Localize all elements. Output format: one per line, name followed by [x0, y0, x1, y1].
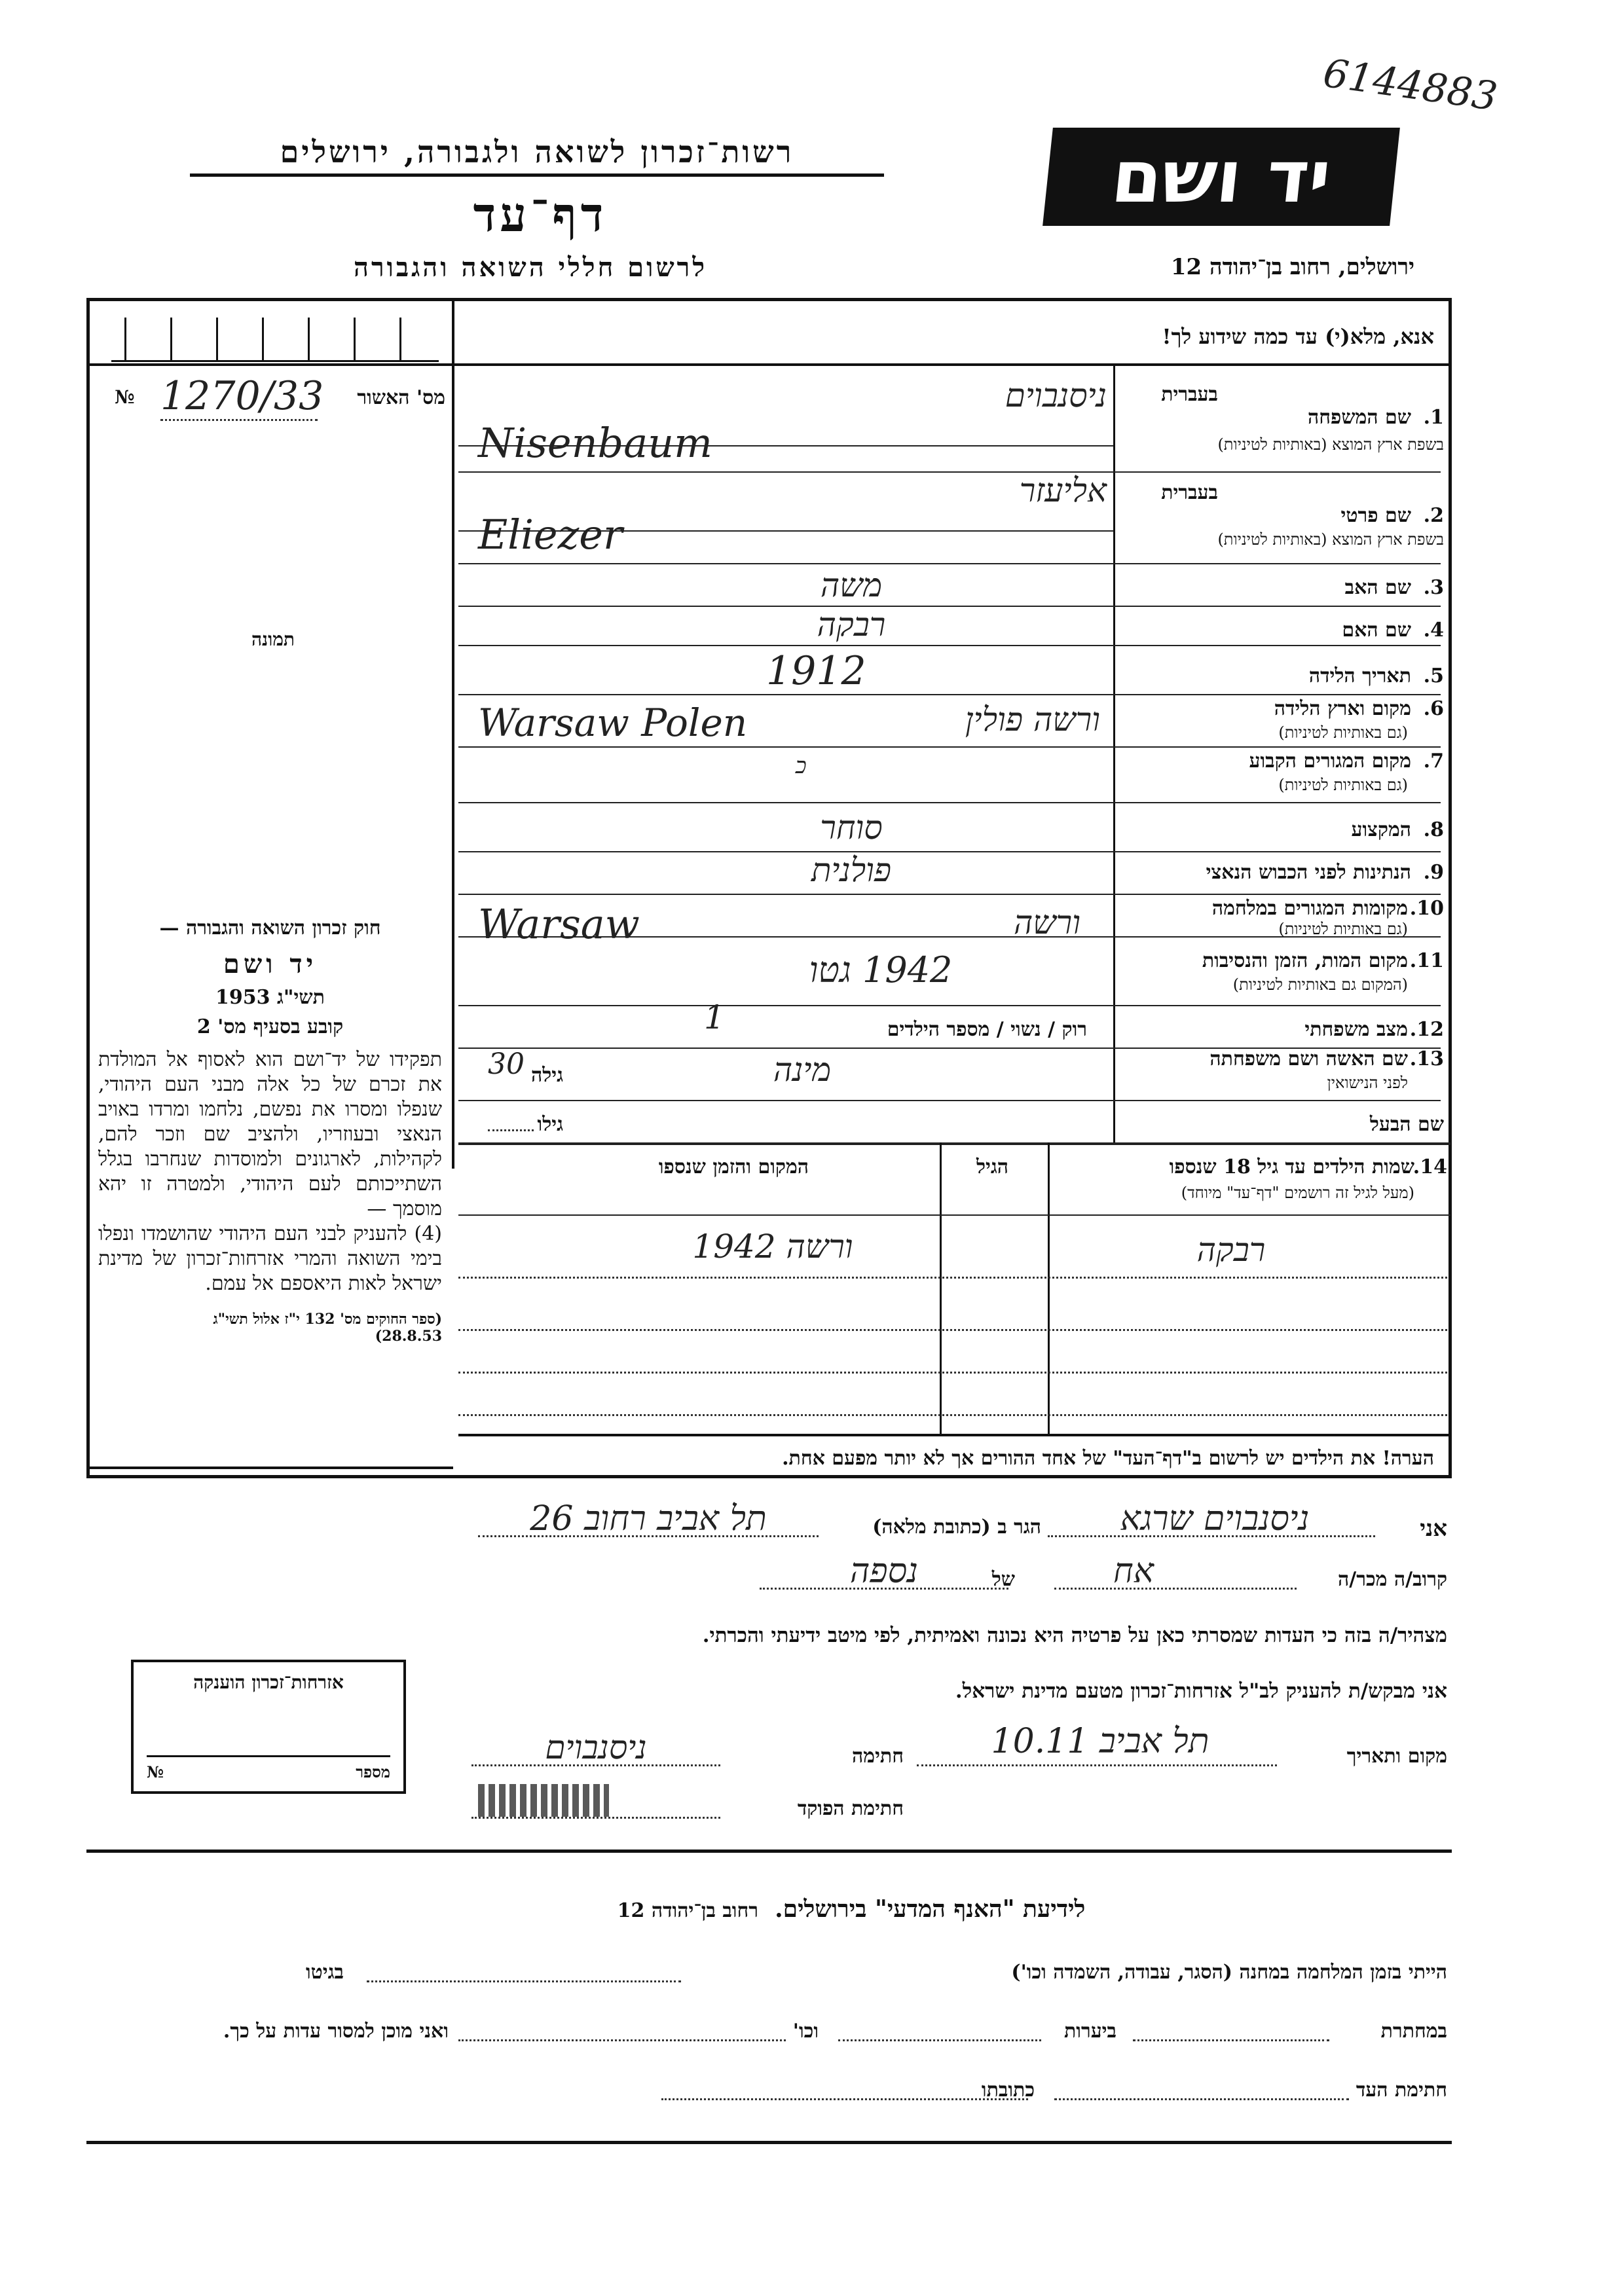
field-10-num: 10.: [1409, 897, 1444, 920]
children-col-divider-2: [1048, 1142, 1050, 1434]
field-6-sub: (גם באותיות לטיניות): [1278, 723, 1408, 742]
children-sub: (מעל לגיל זה רושמים "דף־עד" מיוחד): [1181, 1184, 1414, 1202]
field-1-num: 1.: [1423, 406, 1444, 429]
decl-place-date-line: [917, 1764, 1277, 1766]
children-dots-3: [458, 1372, 1447, 1374]
photo-label: תמונה: [251, 629, 295, 650]
bottom-line3-dots-b: [661, 2098, 1028, 2100]
field-11-num: 11.: [1409, 949, 1444, 972]
field-6-num: 6.: [1423, 697, 1444, 720]
decl-place-date-label: מקום ותאריך: [1346, 1745, 1447, 1768]
decl-of-value: נספה: [849, 1552, 919, 1591]
approval-number-handwritten: 1270/33: [160, 373, 318, 421]
sidebar-divider: [452, 298, 454, 1169]
field-11-label: מקום המות, הזמן והנסיבות: [1202, 949, 1408, 972]
bottom-line2-d: ואני מוכן למסור עדות על כך.: [223, 2020, 449, 2043]
child-1-place: ורשה 1942: [692, 1228, 853, 1266]
bottom-line1-dots: [367, 1980, 681, 1982]
citizenship-no: №: [147, 1762, 164, 1781]
intro-text: אנא, מלא(י) עד כמה שידוע לך!: [1162, 324, 1434, 349]
decl-signature-label: חתימה: [852, 1745, 904, 1768]
field-12-num: 12.: [1409, 1018, 1444, 1041]
field-5-value: 1912: [766, 648, 866, 694]
decl-relative-label: קרוב/ה מכר/ה: [1338, 1568, 1447, 1591]
row-sep-13: [458, 1100, 1441, 1101]
field-1-value-he: ניסנבוים: [1005, 376, 1107, 414]
field-10-label: מקומות המגורים במלחמה: [1211, 897, 1408, 920]
field-4-label: שם האם: [1342, 619, 1411, 642]
children-bottom: [458, 1434, 1450, 1436]
row-sep-8: [458, 851, 1441, 852]
bottom-line3-b: כתובתו: [981, 2079, 1035, 2102]
bottom-line2-dots-c: [458, 2039, 786, 2041]
field-8-value: סוחר: [820, 809, 883, 847]
row-sep-6: [458, 746, 1441, 748]
approval-no-symbol: №: [115, 386, 135, 408]
field-1-label: שם המשפחה: [1307, 406, 1411, 429]
law-year-he: תשי"ג: [277, 986, 325, 1009]
field-2-label: שם פרטי: [1340, 504, 1411, 527]
field-10-value-he: ורשה: [1013, 903, 1080, 941]
field-4-value: רבקה: [817, 606, 886, 644]
decl-living-value: תל אביב רחוב 26: [530, 1499, 767, 1539]
field-7-value: כ: [796, 753, 807, 779]
bottom-line3-dots-a: [1054, 2098, 1349, 2100]
citizenship-number-label: מספר: [356, 1762, 390, 1781]
row-sep-11: [458, 1005, 1441, 1006]
row-sep-5: [458, 694, 1441, 695]
husband-age-label: גילו: [537, 1113, 563, 1136]
law-org: יד ושם: [223, 949, 318, 979]
decl-of-label: של: [991, 1568, 1015, 1591]
bottom-line1-start: הייתי בזמן המלחמה במחנה (הסגר, עבודה, השמדה וכו'): [1011, 1961, 1447, 1984]
children-dots-4: [458, 1414, 1447, 1416]
field-8-num: 8.: [1423, 818, 1444, 841]
children-dots-1: [458, 1277, 1447, 1279]
children-row-line-1: [458, 1214, 1450, 1216]
field-2-sub: בשפת ארץ המוצא (באותיות לטיניות): [1217, 530, 1444, 549]
law-year: 1953: [215, 986, 270, 1009]
row-sep-7: [458, 802, 1441, 803]
husband-label: שם הבעל: [1369, 1113, 1444, 1136]
bottom-title-row: [458, 1895, 1244, 1923]
note-bottom: [458, 1476, 1450, 1478]
field-9-num: 9.: [1423, 861, 1444, 884]
field-6-value-lat: Warsaw Polen: [478, 701, 748, 745]
decl-living-label: הגר ב (כתובת מלאה): [872, 1516, 1041, 1539]
field-4-num: 4.: [1423, 619, 1444, 642]
bottom-line3-a: חתימת העד: [1356, 2079, 1447, 2102]
field-11-value: 1942 גטו: [809, 949, 953, 991]
field-2-value-he: אליעזר: [1019, 471, 1107, 509]
law-box-bottom: [86, 1467, 453, 1469]
logo-text: יד ושם: [1107, 135, 1335, 219]
field-10-value-lat: Warsaw: [478, 900, 640, 948]
address: ירושלים, רחוב בן־יהודה 12: [1170, 254, 1414, 280]
children-col-age: הגיל: [976, 1156, 1008, 1178]
form-title: דף־עד: [473, 187, 608, 242]
bottom-line2-b: ביערות: [1063, 2020, 1116, 2043]
law-body-2: (4) להעניק לבני העם היהודי שהושמדו ונפלו בימי השואה והמרי אזרחות־זכרון של מדינת ישראל לאות היאספם אל עמם.: [98, 1222, 442, 1295]
children-dots-2: [458, 1329, 1447, 1331]
bottom-line1-end: בגיטו: [305, 1961, 344, 1984]
archive-number-handwritten: 6144883: [1320, 50, 1500, 120]
field-3-label: שם האב: [1344, 576, 1411, 599]
bottom-line2-a: במחתרת: [1380, 2020, 1447, 2043]
field-13-num: 13.: [1409, 1048, 1444, 1070]
field-3-value: משה: [820, 566, 883, 604]
field-13-age-value: 30: [488, 1048, 525, 1081]
decl-request: אני מבקש/ת להעניק לב"ל אזרחות־זכרון מטעם מדינת ישראל.: [955, 1679, 1447, 1703]
field-7-num: 7.: [1423, 750, 1444, 773]
row-sep-14: [458, 1142, 1450, 1145]
note-text: הערה! את הילדים יש לרשום ב"דף־העד" של אחד ההורים אך לא יותר מפעם אחת.: [782, 1447, 1434, 1470]
field-8-label: המקצוע: [1351, 818, 1411, 841]
law-box: [92, 917, 449, 1460]
bottom-line2-dots-a: [1133, 2039, 1329, 2041]
law-body: תפקידו של יד־ושם הוא לאסוף אל המולדת את זכרם של כל אלה מבני העם היהודי, שנפלו ומסרו את נפשם, נלחמו ומרדו באויב הנאצי ובעוזריו, ולהציב שם וזכר להם, לקהילות, לארגונים ולמוסדות שנחרבו בגלל השתייכותם לעם היהודי, ולמטרה זו יהא מוסמך —: [98, 1048, 442, 1220]
citizenship-box: [131, 1660, 406, 1794]
form-subtitle: לרשום חללי השואה והגבורה: [353, 252, 708, 283]
row-sep-2b: [458, 563, 1441, 564]
decl-statement: מצהיר/ה בזה כי העדות שמסרתי כאן על פרטיה היא נכונה ואמיתית, לפי מיטב ידיעתי והכרתי.: [702, 1624, 1447, 1647]
row-sep-9: [458, 894, 1441, 895]
citizenship-number-row: [147, 1755, 390, 1782]
field-2-value-lat: Eliezer: [478, 511, 623, 558]
clerk-stamp: [478, 1784, 609, 1817]
field-9-label: הנתינות לפני הכבוש הנאצי: [1206, 861, 1411, 884]
field-6-value-he: ורשה פולין: [965, 701, 1100, 738]
field-13-value: מינה: [773, 1051, 832, 1089]
children-num: 14.: [1412, 1156, 1447, 1178]
field-13-sub: לפני הנישואין: [1327, 1074, 1408, 1092]
field-9-value: פולנית: [811, 851, 892, 889]
field-2-num: 2.: [1423, 504, 1444, 527]
field-3-num: 3.: [1423, 576, 1444, 599]
field-7-label: מקום המגורים הקבוע: [1249, 750, 1411, 773]
children-col-place: המקום והזמן שנספו: [658, 1156, 809, 1178]
decl-place-date-value: תל אביב 10.11: [991, 1722, 1209, 1761]
yad-vashem-logo: [1043, 128, 1400, 226]
approval-label: מס' האשור: [357, 386, 445, 409]
bottom-address: רחוב בן־יהודה 12: [617, 1899, 758, 1922]
child-1-name: רבקה: [1196, 1231, 1266, 1269]
field-7-sub: (גם באותיות לטיניות): [1278, 776, 1408, 794]
authority-name: רשות־זכרון לשואה ולגבורה, ירושלים: [190, 134, 884, 177]
children-label: שמות הילדים עד גיל 18 שנספו: [1169, 1156, 1414, 1178]
field-12-options: רוק / נשוי / מספר הילדים: [887, 1018, 1087, 1041]
bottom-line2-dots-b: [838, 2039, 1041, 2041]
law-ref: (ספר החוקים מס' 132 י"ז אלול תשי"ג 28.8.53): [213, 1311, 442, 1345]
field-5-label: תאריך הלידה: [1308, 665, 1411, 687]
row-sep-3: [458, 606, 1441, 607]
field-11-sub: (המקום גם באותיות לטיניות): [1232, 975, 1408, 994]
law-title: חוק זכרון השואה והגבורה —: [159, 917, 381, 939]
decl-clerk-line: [471, 1817, 720, 1819]
row-sep-4: [458, 645, 1441, 646]
field-5-num: 5.: [1423, 665, 1444, 687]
labels-divider: [1113, 363, 1115, 1142]
field-1-lang: בעברית: [1161, 383, 1218, 406]
field-12-value: 1: [704, 998, 725, 1036]
decl-signature-value: ניסנבוים: [545, 1728, 647, 1766]
field-2-lang: בעברית: [1161, 481, 1218, 504]
decl-clerk-label: חתימת הפוקד: [797, 1797, 904, 1820]
bottom-title: לידיעת "האנף המדעי" בירושלים.: [775, 1895, 1086, 1923]
approval-tick-marks: [111, 311, 439, 362]
decl-i-label: אני: [1420, 1516, 1447, 1542]
law-year-line: [92, 986, 449, 1009]
decl-i-value: ניסנבוים שרגא: [1120, 1499, 1310, 1539]
law-clause: קובע בסעיף מס' 2: [196, 1015, 344, 1038]
decl-relative-value: אח: [1113, 1552, 1154, 1591]
field-1-sub: בשפת ארץ המוצא (באותיות לטיניות): [1217, 435, 1444, 454]
bottom-line2-c: וכו': [792, 2020, 819, 2043]
header-row-divider: [86, 363, 1452, 366]
field-13-label: שם האשה ושם משפחתה: [1209, 1048, 1408, 1070]
decl-relative-line: [1054, 1588, 1297, 1590]
field-13-age-label: גילה: [530, 1064, 563, 1087]
field-12-label: מצב משפחתי: [1304, 1018, 1408, 1041]
field-1-value-lat: Nisenbaum: [478, 419, 712, 467]
field-10-sub: (גם באותיות לטיניות): [1278, 920, 1408, 938]
field-6-label: מקום וארץ הלידה: [1274, 697, 1411, 720]
citizenship-title: אזרחות־זכרון הוענקה: [193, 1671, 344, 1693]
children-col-divider-1: [940, 1142, 942, 1434]
husband-age-dots: [488, 1129, 534, 1131]
